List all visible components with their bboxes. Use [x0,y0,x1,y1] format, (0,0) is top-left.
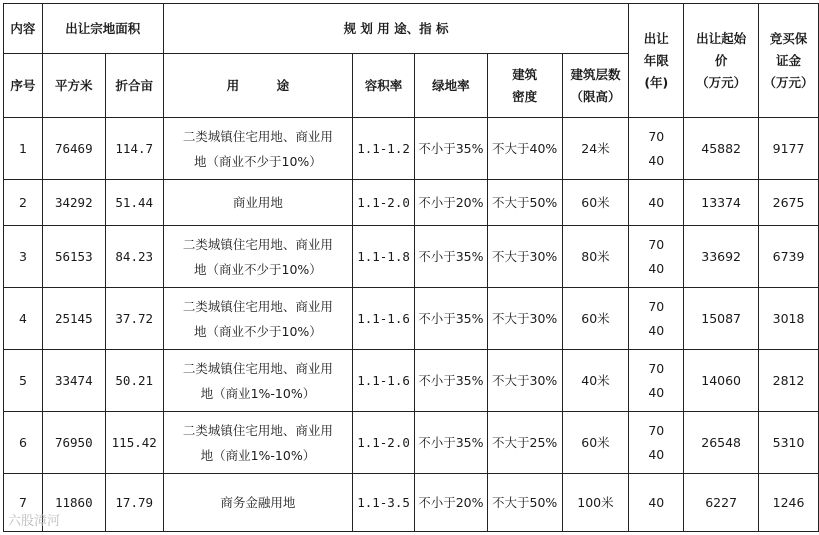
row-number: 7 [4,474,43,532]
cell-term: 70 40 [629,412,684,474]
row-number: 5 [4,350,43,412]
cell-density: 不大于50% [487,474,562,532]
cell-use: 二类城镇住宅用地、商业用 地（商业1%-10%） [163,350,352,412]
row-number: 3 [4,226,43,288]
row-number: 4 [4,288,43,350]
cell-far: 1.1-1.2 [353,118,415,180]
cell-floors: 60米 [562,412,629,474]
cell-price: 33692 [684,226,759,288]
cell-far: 1.1-1.8 [353,226,415,288]
cell-price: 15087 [684,288,759,350]
cell-sqm: 33474 [42,350,105,412]
cell-deposit: 5310 [759,412,819,474]
table-row [4,288,819,350]
cell-floors: 24米 [562,118,629,180]
header-plan-group: 规 划 用 途、指 标 [163,4,629,54]
cell-density: 不大于30% [487,350,562,412]
cell-deposit: 2675 [759,180,819,226]
header-green: 绿地率 [414,54,487,118]
cell-price: 45882 [684,118,759,180]
header-use: 用 途 [163,54,352,118]
table-row [4,118,819,180]
cell-density: 不大于50% [487,180,562,226]
cell-green: 不小于35% [414,350,487,412]
cell-far: 1.1-1.6 [353,350,415,412]
cell-sqm: 56153 [42,226,105,288]
cell-use: 二类城镇住宅用地、商业用 地（商业不少于10%） [163,226,352,288]
cell-floors: 60米 [562,180,629,226]
cell-sqm: 11860 [42,474,105,532]
cell-density: 不大于40% [487,118,562,180]
header-density: 建筑 密度 [487,54,562,118]
header-deposit: 竞买保 证金 （万元） [759,4,819,118]
cell-mu: 50.21 [105,350,163,412]
header-content: 内容 [4,4,43,54]
cell-term: 70 40 [629,226,684,288]
cell-far: 1.1-3.5 [353,474,415,532]
table-row [4,180,819,226]
cell-green: 不小于35% [414,288,487,350]
cell-mu: 115.42 [105,412,163,474]
cell-price: 14060 [684,350,759,412]
cell-term: 70 40 [629,288,684,350]
cell-floors: 100米 [562,474,629,532]
cell-use: 二类城镇住宅用地、商业用 地（商业1%-10%） [163,412,352,474]
header-start-price: 出让起始 价 （万元） [684,4,759,118]
watermark: 六股漳河 [8,514,61,529]
header-floors: 建筑层数 （限高） [562,54,629,118]
cell-term: 40 [629,474,684,532]
cell-use: 二类城镇住宅用地、商业用 地（商业不少于10%） [163,288,352,350]
table-row [4,412,819,474]
header-mu: 折合亩 [105,54,163,118]
cell-mu: 51.44 [105,180,163,226]
table-row [4,350,819,412]
cell-deposit: 6739 [759,226,819,288]
cell-term: 70 40 [629,350,684,412]
cell-density: 不大于30% [487,288,562,350]
cell-sqm: 76950 [42,412,105,474]
header-far: 容积率 [353,54,415,118]
cell-mu: 17.79 [105,474,163,532]
land-auction-table [3,3,819,532]
table-row [4,226,819,288]
cell-use: 二类城镇住宅用地、商业用 地（商业不少于10%） [163,118,352,180]
cell-use: 商务金融用地 [163,474,352,532]
cell-sqm: 34292 [42,180,105,226]
cell-green: 不小于35% [414,226,487,288]
cell-price: 26548 [684,412,759,474]
cell-sqm: 25145 [42,288,105,350]
table-row [4,474,819,532]
cell-mu: 37.72 [105,288,163,350]
cell-deposit: 3018 [759,288,819,350]
cell-deposit: 2812 [759,350,819,412]
cell-use: 商业用地 [163,180,352,226]
cell-far: 1.1-2.0 [353,412,415,474]
cell-term: 70 40 [629,118,684,180]
cell-floors: 40米 [562,350,629,412]
header-sqm: 平方米 [42,54,105,118]
cell-deposit: 1246 [759,474,819,532]
row-number: 1 [4,118,43,180]
cell-mu: 84.23 [105,226,163,288]
header-area-group: 出让宗地面积 [42,4,163,54]
cell-floors: 60米 [562,288,629,350]
cell-far: 1.1-1.6 [353,288,415,350]
cell-density: 不大于25% [487,412,562,474]
cell-green: 不小于35% [414,118,487,180]
cell-density: 不大于30% [487,226,562,288]
cell-sqm: 76469 [42,118,105,180]
cell-green: 不小于20% [414,180,487,226]
cell-green: 不小于35% [414,412,487,474]
cell-mu: 114.7 [105,118,163,180]
cell-price: 13374 [684,180,759,226]
cell-term: 40 [629,180,684,226]
header-serial: 序号 [4,54,43,118]
cell-deposit: 9177 [759,118,819,180]
cell-far: 1.1-2.0 [353,180,415,226]
header-term: 出让 年限 (年) [629,4,684,118]
row-number: 2 [4,180,43,226]
cell-green: 不小于20% [414,474,487,532]
cell-floors: 80米 [562,226,629,288]
row-number: 6 [4,412,43,474]
cell-price: 6227 [684,474,759,532]
